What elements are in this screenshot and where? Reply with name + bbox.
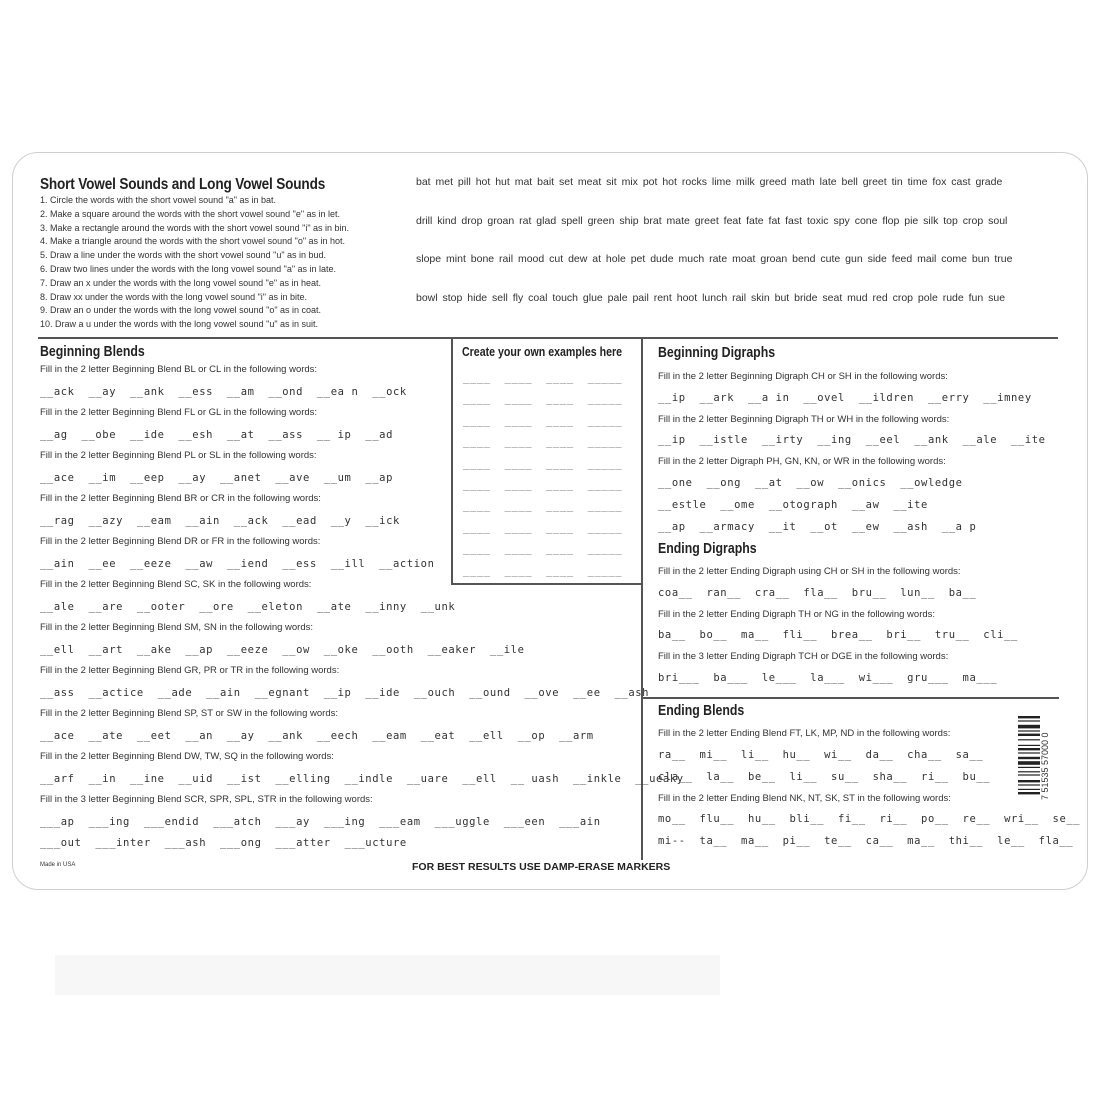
barcode-bar bbox=[1018, 734, 1040, 736]
ending-digraphs-heading: Ending Digraphs bbox=[658, 541, 757, 557]
beginning-blends-heading: Beginning Blends bbox=[40, 344, 145, 360]
exercise-instruction: Fill in the 3 letter Ending Digraph TCH or DGE in the following words: bbox=[658, 651, 949, 662]
word-bank-line: bat met pill hot hut mat bait set meat sit mix pot hot rocks lime milk greed math late bell greet tin time fox cast grade bbox=[416, 176, 1003, 188]
exercise-instruction: Fill in the 2 letter Beginning Blend SM, SN in the following words: bbox=[40, 622, 313, 633]
instruction-item: 5. Draw a line under the words with the short vowel sound "u" as in bud. bbox=[40, 250, 327, 261]
exercise-row: __ip __istle __irty __ing __eel __ank __ale __ite bbox=[658, 434, 1046, 446]
example-blank-line: ____ ____ ____ _____ bbox=[463, 436, 623, 449]
example-blank-line: ____ ____ ____ _____ bbox=[463, 393, 623, 406]
exercise-instruction: Fill in the 2 letter Ending Blend NK, NT, SK, ST in the following words: bbox=[658, 792, 951, 804]
exercise-instruction: Fill in the 2 letter Beginning Blend SP, ST or SW in the following words: bbox=[40, 708, 338, 719]
ending-digraphs-list bbox=[658, 566, 1018, 694]
beginning-digraphs-list bbox=[658, 371, 1046, 543]
footer-note: FOR BEST RESULTS USE DAMP-ERASE MARKERS bbox=[412, 861, 671, 873]
instruction-item: 2. Make a square around the words with the short vowel sound "e" as in let. bbox=[40, 208, 341, 219]
page-title: Short Vowel Sounds and Long Vowel Sounds bbox=[40, 176, 326, 193]
barcode-number: 7 51535 57000 0 bbox=[1040, 732, 1050, 800]
instruction-item: 8. Draw xx under the words with the long vowel sound "i" as in bite. bbox=[40, 291, 308, 302]
exercise-row: __ag __obe __ide __esh __at __ass __ ip __ad bbox=[40, 429, 393, 441]
own-examples-heading: Create your own examples here bbox=[462, 345, 623, 359]
exercise-row: __ip __ark __a in __ovel __ildren __erry __imney bbox=[658, 391, 1032, 404]
exercise-row: cla__ la__ be__ li__ su__ sha__ ri__ bu__ bbox=[658, 770, 991, 783]
exercise-row: __ell __art __ake __ap __eeze __ow __oke __ooth __eaker __ile bbox=[40, 644, 525, 656]
exercise-row: __ain __ee __eeze __aw __iend __ess __ill __action bbox=[40, 558, 435, 570]
barcode-bar bbox=[1018, 774, 1040, 775]
barcode-bar bbox=[1018, 771, 1040, 772]
exercise-row: __estle __ome __otograph __aw __ite bbox=[658, 498, 928, 511]
exercise-row: bri___ ba___ le___ la___ wi___ gru___ ma___ bbox=[658, 671, 998, 684]
barcode-bar bbox=[1018, 730, 1040, 731]
barcode-bar bbox=[1018, 725, 1040, 729]
word-bank-line: drill kind drop groan rat glad spell green ship brat mate greet feat fate fat fast toxic spy cone flop pie silk top crop soul bbox=[416, 214, 1008, 227]
exercise-instruction: Fill in the 2 letter Ending Digraph using CH or SH in the following words: bbox=[658, 566, 961, 577]
exercise-row: ___ap ___ing ___endid ___atch ___ay ___ing ___eam ___uggle ___een ___ain bbox=[40, 816, 601, 828]
word-bank-line: slope mint bone rail mood cut dew at hole pet dude much rate moat groan bend cute gun side feed mail come bun true bbox=[416, 253, 1013, 265]
made-in-label: Made in USA bbox=[40, 862, 76, 868]
example-blank-line: ____ ____ ____ _____ bbox=[463, 564, 623, 577]
exercise-instruction: Fill in the 2 letter Beginning Blend BL or CL in the following words: bbox=[40, 364, 318, 375]
barcode-bar bbox=[1018, 739, 1040, 740]
exercise-row: __one __ong __at __ow __onics __owledge bbox=[658, 476, 963, 489]
barcode-bar bbox=[1018, 767, 1040, 768]
exercise-row: __ack __ay __ank __ess __am __ond __ea n __ock bbox=[40, 386, 407, 398]
exercise-row: mi-- ta__ ma__ pi__ te__ ca__ ma__ thi__ le__ fla__ bbox=[658, 835, 1074, 847]
instruction-item: 9. Draw an o under the words with the long vowel sound "o" as in coat. bbox=[40, 305, 322, 316]
exercise-row: __ace __ate __eet __an __ay __ank __eech __eam __eat __ell __op __arm bbox=[40, 730, 594, 742]
example-blank-line: ____ ____ ____ _____ bbox=[463, 521, 623, 534]
exercise-instruction: Fill in the 3 letter Beginning Blend SCR, SPR, SPL, STR in the following words: bbox=[40, 794, 373, 805]
example-blank-line: ____ ____ ____ _____ bbox=[463, 478, 623, 491]
example-blank-line: ____ ____ ____ _____ bbox=[463, 543, 623, 556]
exercise-instruction: Fill in the 2 letter Ending Digraph TH or NG in the following words: bbox=[658, 608, 936, 620]
barcode-bar bbox=[1018, 757, 1040, 759]
barcode-bar bbox=[1018, 792, 1040, 794]
exercise-instruction: Fill in the 2 letter Beginning Blend GR, PR or TR in the following words: bbox=[40, 665, 340, 676]
exercise-row: __rag __azy __eam __ain __ack __ead __y __ick bbox=[40, 515, 400, 527]
barcode-bar bbox=[1018, 789, 1040, 790]
exercise-instruction: Fill in the 2 letter Beginning Blend BR or CR in the following words: bbox=[40, 493, 321, 504]
barcode-bar bbox=[1018, 780, 1040, 782]
barcode-bar bbox=[1018, 720, 1040, 721]
ending-blends-divider bbox=[641, 697, 1059, 699]
example-blank-line: ____ ____ ____ _____ bbox=[463, 500, 623, 513]
instruction-item: 4. Make a triangle around the words with the short vowel sound "o" as in hot. bbox=[40, 236, 346, 247]
instruction-item: 3. Make a rectangle around the words with the short vowel sound "i" as in bin. bbox=[40, 222, 350, 233]
word-bank bbox=[416, 176, 1058, 330]
exercise-instruction: Fill in the 2 letter Beginning Blend PL or SL in the following words: bbox=[40, 450, 317, 461]
exercise-row: ___out ___inter ___ash ___ong ___atter ___ucture bbox=[40, 837, 407, 849]
exercise-instruction: Fill in the 2 letter Beginning Blend DR or FR in the following words: bbox=[40, 536, 321, 547]
own-examples-lines bbox=[463, 372, 622, 586]
exercise-row: __ale __are __ooter __ore __eleton __ate __inny __unk bbox=[40, 601, 456, 613]
barcode-bar bbox=[1018, 716, 1040, 718]
instruction-item: 10. Draw a u under the words with the long vowel sound "u" as in suit. bbox=[40, 319, 319, 330]
barcode-bar bbox=[1018, 748, 1040, 750]
barcode-bar bbox=[1018, 761, 1040, 765]
exercise-row: mo__ flu__ hu__ bli__ fi__ ri__ po__ re__ wri__ se__ bbox=[658, 813, 1081, 825]
instruction-item: 7. Draw an x under the words with the long vowel sound "e" as in heat. bbox=[40, 277, 322, 288]
instruction-item: 6. Draw two lines under the words with the long vowel sound "a" as in late. bbox=[40, 263, 337, 274]
background-shadow bbox=[55, 955, 720, 995]
exercise-instruction: Fill in the 2 letter Ending Blend FT, LK, MP, ND in the following words: bbox=[658, 728, 951, 739]
exercise-instruction: Fill in the 2 letter Beginning Blend DW, TW, SQ in the following words: bbox=[40, 751, 334, 762]
exercise-row: coa__ ran__ cra__ fla__ bru__ lun__ ba__ bbox=[658, 586, 977, 599]
barcode-bar bbox=[1018, 752, 1040, 753]
exercise-instruction: Fill in the 2 letter Beginning Digraph TH or WH in the following words: bbox=[658, 413, 950, 425]
ending-blends-heading: Ending Blends bbox=[658, 703, 745, 719]
horizontal-divider bbox=[38, 337, 1058, 339]
exercise-instruction: Fill in the 2 letter Beginning Digraph CH or SH in the following words: bbox=[658, 371, 948, 382]
exercise-row: ra__ mi__ li__ hu__ wi__ da__ cha__ sa__ bbox=[658, 748, 984, 761]
instruction-list bbox=[40, 194, 349, 332]
exercise-row: __ass __actice __ade __ain __egnant __ip __ide __ouch __ound __ove __ee __ash bbox=[40, 687, 650, 699]
exercise-instruction: Fill in the 2 letter Beginning Blend FL or GL in the following words: bbox=[40, 407, 318, 418]
exercise-row: __ap __armacy __it __ot __ew __ash __a p bbox=[658, 520, 977, 533]
example-blank-line: ____ ____ ____ _____ bbox=[463, 372, 623, 384]
exercise-row: __ace __im __eep __ay __anet __ave __um __ap bbox=[40, 472, 393, 484]
ending-blends-list bbox=[658, 728, 1080, 857]
instruction-item: 1. Circle the words with the short vowel sound "a" as in bat. bbox=[40, 195, 277, 205]
exercise-instruction: Fill in the 2 letter Beginning Blend SC, SK in the following words: bbox=[40, 579, 312, 590]
exercise-row: __arf __in __ine __uid __ist __elling __indle __uare __ell __ uash __inkle __ueaky bbox=[40, 773, 684, 785]
exercise-row: ba__ bo__ ma__ fli__ brea__ bri__ tru__ cli__ bbox=[658, 629, 1018, 641]
example-blank-line: ____ ____ ____ _____ bbox=[463, 457, 623, 470]
barcode-bar bbox=[1018, 745, 1040, 746]
beginning-digraphs-heading: Beginning Digraphs bbox=[658, 345, 776, 361]
barcode-bar bbox=[1018, 784, 1040, 785]
word-bank-line: bowl stop hide sell fly coal touch glue pale pail rent hoot lunch rail skin but bride seat mud red crop pole rude fun sue bbox=[416, 291, 1006, 304]
exercise-instruction: Fill in the 2 letter Digraph PH, GN, KN, or WR in the following words: bbox=[658, 456, 946, 467]
example-blank-line: ____ ____ ____ _____ bbox=[463, 414, 623, 427]
